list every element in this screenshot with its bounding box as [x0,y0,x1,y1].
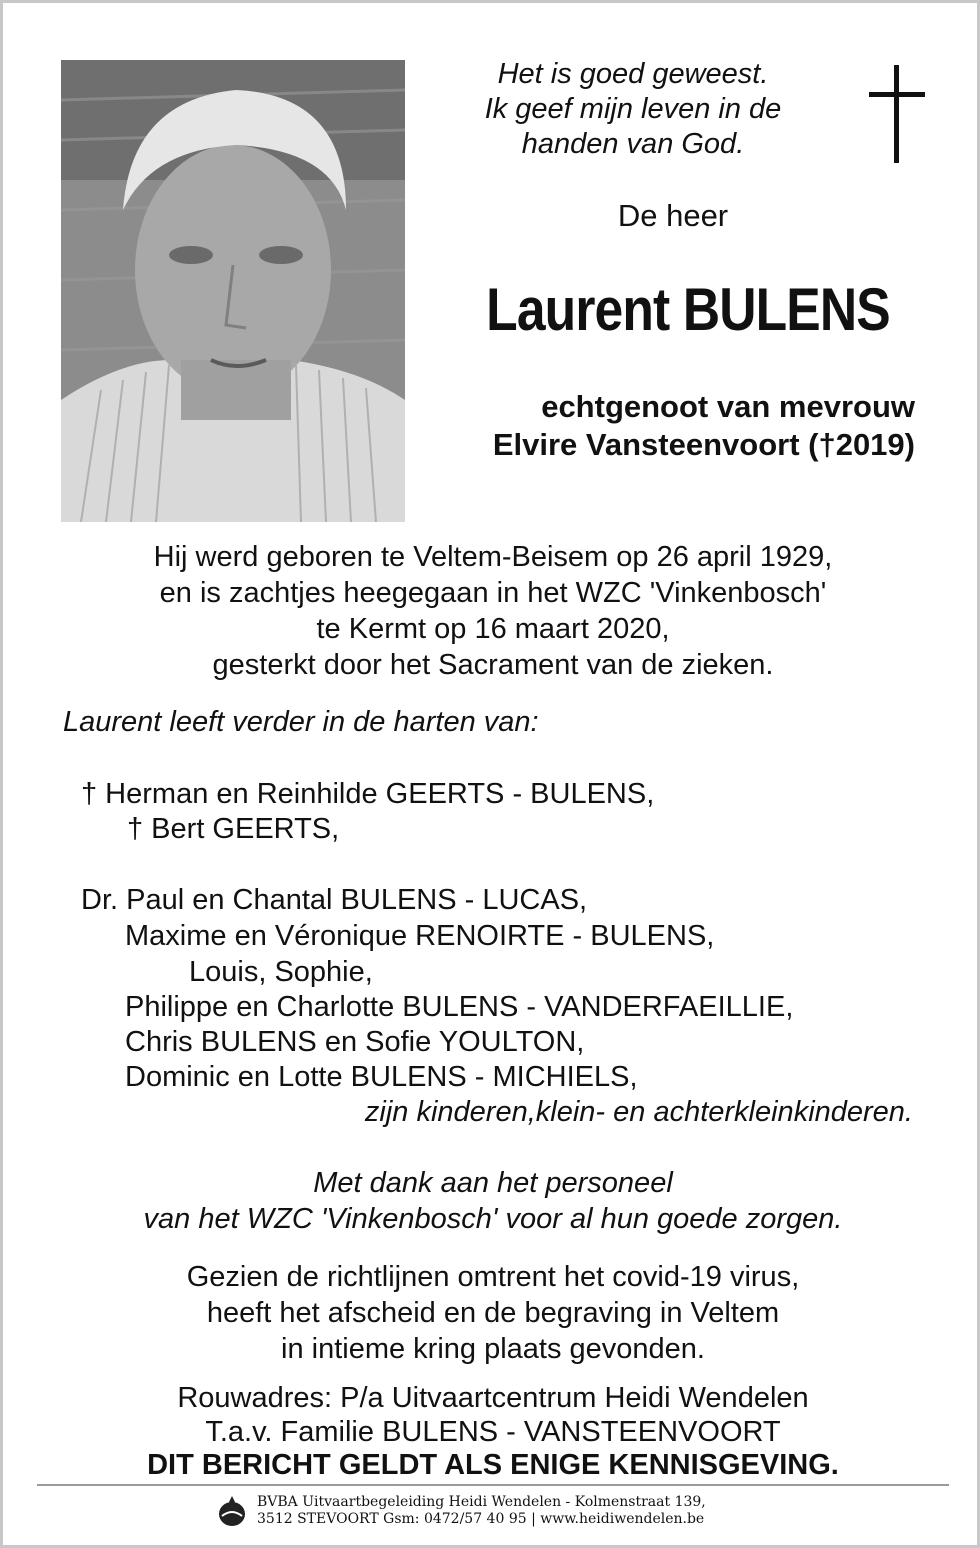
cross-icon [867,65,927,163]
verse [433,57,833,162]
thanks-line: Met dank aan het personeel [313,1167,673,1199]
funeral-home-info [257,1494,706,1528]
thanks [63,1165,923,1237]
family-tagline: zijn kinderen,klein- en achterkleinkinderen. [364,1096,913,1128]
family-line: Philippe en Charlotte BULENS - VANDERFAEILLIE, [125,991,794,1023]
covid-line: Gezien de richtlijnen omtrent het covid-19 virus, [186,1261,800,1293]
verse-line: Ik geef mijn leven in de [484,93,782,125]
spouse-info [493,388,915,464]
verse-line: Het is goed geweest. [497,58,769,90]
portrait-photo [61,60,405,522]
divider [37,1484,949,1486]
official-notice: DIT BERICHT GELDT ALS ENIGE KENNISGEVING. [147,1449,839,1481]
footer-line: BVBA Uitvaartbegeleiding Heidi Wendelen - Kolmenstraat 139, [257,1494,706,1510]
family-line: Dr. Paul en Chantal BULENS - LUCAS, [81,884,588,916]
bio-line: gesterkt door het Sacrament van de zieken. [212,649,774,681]
family-line: † Herman en Reinhilde GEERTS - BULENS, [81,778,655,810]
honorific: De heer [617,198,729,233]
bio-line: en is zachtjes heegegaan in het WZC 'Vinkenbosch' [159,577,827,609]
bio-line: te Kermt op 16 maart 2020, [316,613,670,645]
family-line: Louis, Sophie, [189,956,373,988]
address-line: Rouwadres: P/a Uitvaartcentrum Heidi Wendelen [177,1382,809,1414]
verse-line: handen van God. [521,128,745,160]
funeral-home-logo-icon [217,1494,247,1528]
family-line: Dominic en Lotte BULENS - MICHIELS, [125,1061,638,1093]
biography [63,539,923,683]
portrait-illustration [61,60,405,522]
address-line: T.a.v. Familie BULENS - VANSTEENVOORT [205,1416,781,1448]
thanks-line: van het WZC 'Vinkenbosch' voor al hun goede zorgen. [143,1203,843,1235]
covid-line: heeft het afscheid en de begraving in Veltem [206,1297,780,1329]
spouse-line: echtgenoot van mevrouw [541,389,915,424]
covid-line: in intieme kring plaats gevonden. [281,1333,705,1365]
family-line: Chris BULENS en Sofie YOULTON, [125,1026,585,1058]
footer-line: 3512 STEVOORT Gsm: 0472/57 40 95 | www.heidiwendelen.be [257,1511,705,1527]
deceased-name: Laurent BULENS [486,276,890,343]
mourning-address [63,1381,923,1449]
covid-note [63,1259,923,1367]
spouse-line: Elvire Vansteenvoort (†2019) [492,427,915,462]
bio-line: Hij werd geboren te Veltem-Beisem op 26 april 1929, [153,541,833,573]
family-line: Maxime en Véronique RENOIRTE - BULENS, [125,920,715,952]
family-line: † Bert GEERTS, [127,813,340,845]
family-intro: Laurent leeft verder in de harten van: [63,706,539,738]
